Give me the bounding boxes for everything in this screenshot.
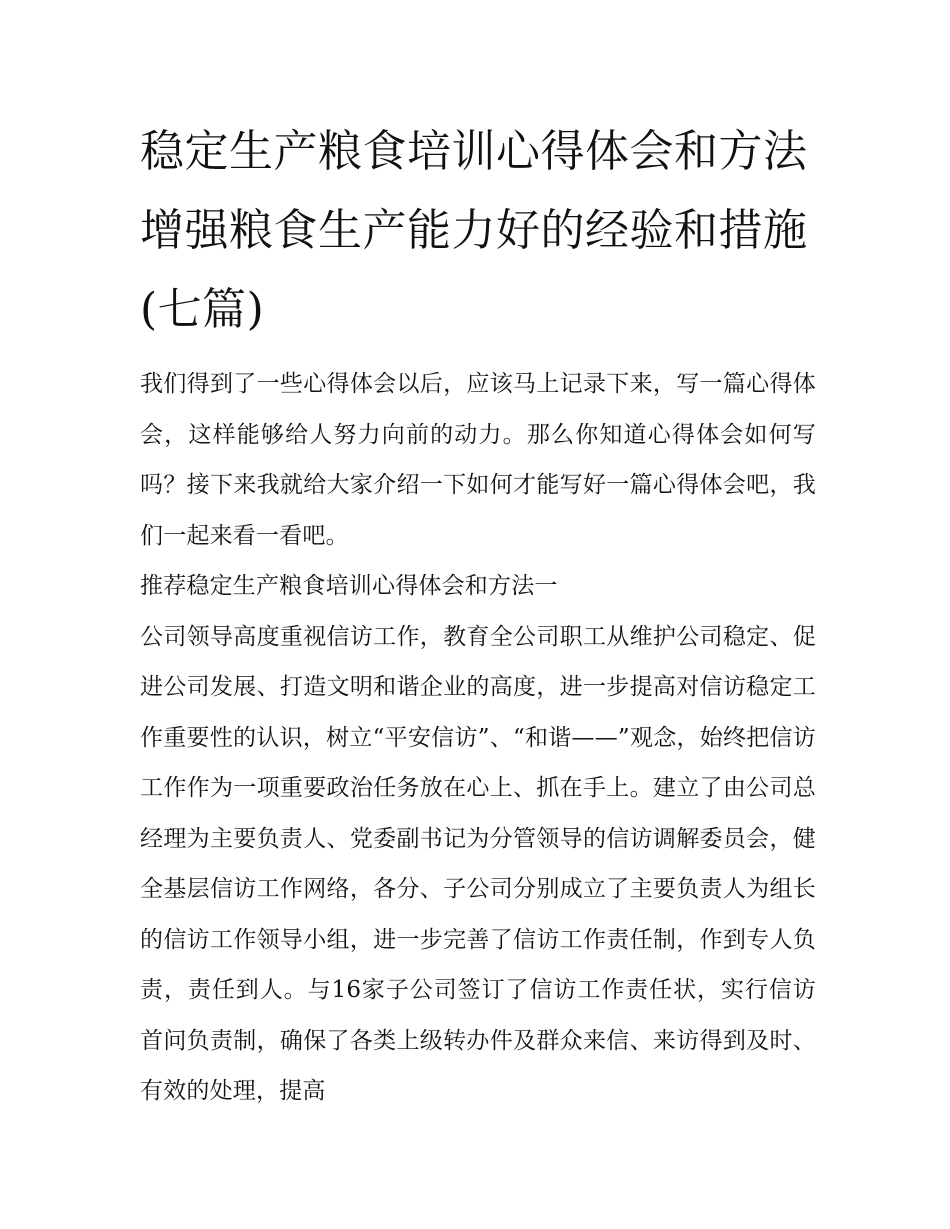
section-heading: 推荐稳定生产粮食培训心得体会和方法一 bbox=[140, 573, 558, 599]
document-title: 稳定生产粮食培训心得体会和方法 增强粮食生产能力好的经验和措施(七篇) bbox=[140, 126, 808, 335]
intro-paragraph: 我们得到了一些心得体会以后，应该马上记录下来，写一篇心得体会，这样能够给人努力向前的动力。那么你知道心得体会如何写吗？接下来我就给大家介绍一下如何才能写好一篇心得体会吧，我们一起来看一看吧。 bbox=[140, 371, 816, 549]
body-paragraph: 公司领导高度重视信访工作，教育全公司职工从维护公司稳定、促进公司发展、打造文明和谐企业的高度，进一步提高对信访稳定工作重要性的认识，树立“平安信访”、“和谐——”观念，始终把信访工作作为一项重要政治任务放在心上、抓在手上。建立了由公司总经理为主要负责人、党委副书记为分管领导的信访调解委员会，健全基层信访工作网络，各分、子公司分别成立了主要负责人为组长的信访工作领导小组，进一步完善了信访工作责任制，作到专人负责，责任到人。与16家子公司签订了信访工作责任状，实行信访首问负责制，确保了各类上级转办件及群众来信、来访得到及时、有效的处理，提高 bbox=[140, 623, 816, 1104]
document-content bbox=[140, 112, 816, 1117]
